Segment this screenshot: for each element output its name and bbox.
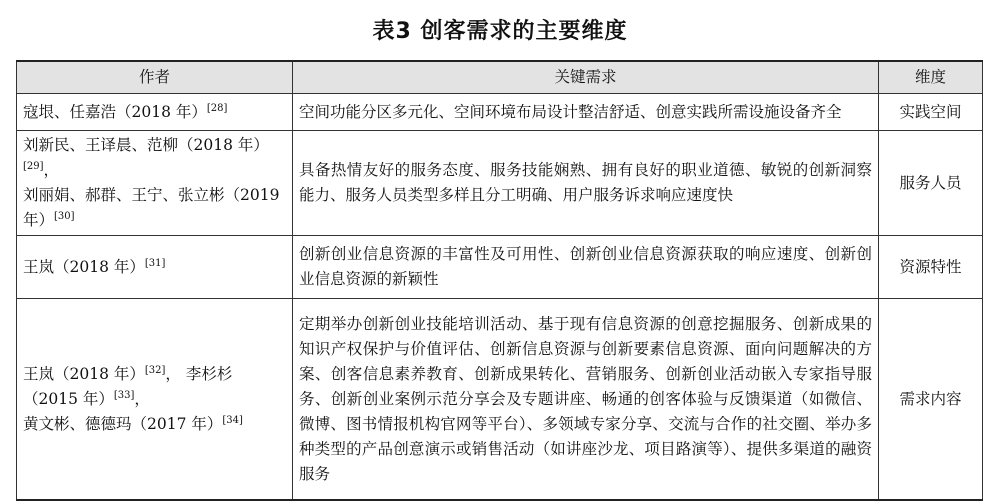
dimension-cell: 服务人员 bbox=[879, 131, 983, 236]
reference-mark: [32] bbox=[144, 364, 166, 376]
header-row bbox=[17, 61, 983, 94]
header-author: 作者 bbox=[17, 61, 293, 94]
author-separator: ， bbox=[134, 389, 150, 408]
author-name: 王岚（2018 年） bbox=[23, 257, 145, 276]
table-row bbox=[17, 131, 983, 236]
demand-table bbox=[16, 60, 983, 501]
needs-cell: 具备热情友好的服务态度、服务技能娴熟、拥有良好的职业道德、敏锐的创新洞察能力、服务人员类型多样且分工明确、用户服务诉求响应速度快 bbox=[293, 131, 879, 236]
author-cell bbox=[17, 236, 293, 299]
reference-mark: [28] bbox=[206, 102, 228, 114]
table-title: 表3 创客需求的主要维度 bbox=[372, 19, 628, 44]
author-separator: ， bbox=[165, 364, 181, 383]
author-name: 王岚（2018 年） bbox=[23, 364, 145, 383]
author-separator: ， bbox=[43, 161, 60, 179]
author-cell bbox=[17, 94, 293, 131]
header-dimension: 维度 bbox=[879, 61, 983, 94]
reference-mark: [31] bbox=[144, 257, 166, 269]
author-name: 刘丽娟、郝群、王宁、张立彬（2019 年） bbox=[23, 186, 280, 229]
table-row bbox=[17, 236, 983, 299]
header-key-needs: 关键需求 bbox=[293, 61, 879, 94]
needs-cell: 定期举办创新创业技能培训活动、基于现有信息资源的创意挖掘服务、创新成果的知识产权保护与价值评估、创新信息资源与创新要素信息资源、面向问题解决的方案、创客信息素养教育、创新成果转化、营销服务、创新创业活动嵌入专家指导服务、创新创业案例示范分享会及专题讲座、畅通的创客体验与反馈渠道（如微信、微博、图书情报机构官网等平台）、多领域专家分享、交流与合作的社交圈、举办多种类型的产品创意演示或销售活动（如讲座沙龙、项目路演等）、提供多渠道的融资服务 bbox=[293, 299, 879, 501]
author-cell bbox=[17, 299, 293, 501]
reference-mark: [30] bbox=[54, 211, 75, 222]
reference-mark: [33] bbox=[113, 389, 135, 401]
dimension-cell: 资源特性 bbox=[879, 236, 983, 299]
author-name: 寇垠、任嘉浩（2018 年） bbox=[23, 102, 207, 121]
needs-cell: 创新创业信息资源的丰富性及可用性、创新创业信息资源获取的响应速度、创新创业信息资源的新颖性 bbox=[293, 236, 879, 299]
table-row bbox=[17, 94, 983, 131]
reference-mark: [34] bbox=[222, 414, 243, 426]
table-row bbox=[17, 299, 983, 501]
dimension-cell: 实践空间 bbox=[879, 94, 983, 131]
dimension-cell: 需求内容 bbox=[879, 299, 983, 501]
needs-cell: 空间功能分区多元化、空间环境布局设计整洁舒适、创意实践所需设施设备齐全 bbox=[293, 94, 879, 131]
author-name: 刘新民、王译晨、范柳（2018 年） bbox=[23, 136, 269, 154]
author-name: 李杉杉（2015 年） bbox=[23, 364, 233, 408]
reference-mark: [29] bbox=[23, 161, 44, 172]
author-name: 黄文彬、德德玛（2017 年） bbox=[23, 414, 223, 433]
author-cell bbox=[17, 131, 293, 236]
